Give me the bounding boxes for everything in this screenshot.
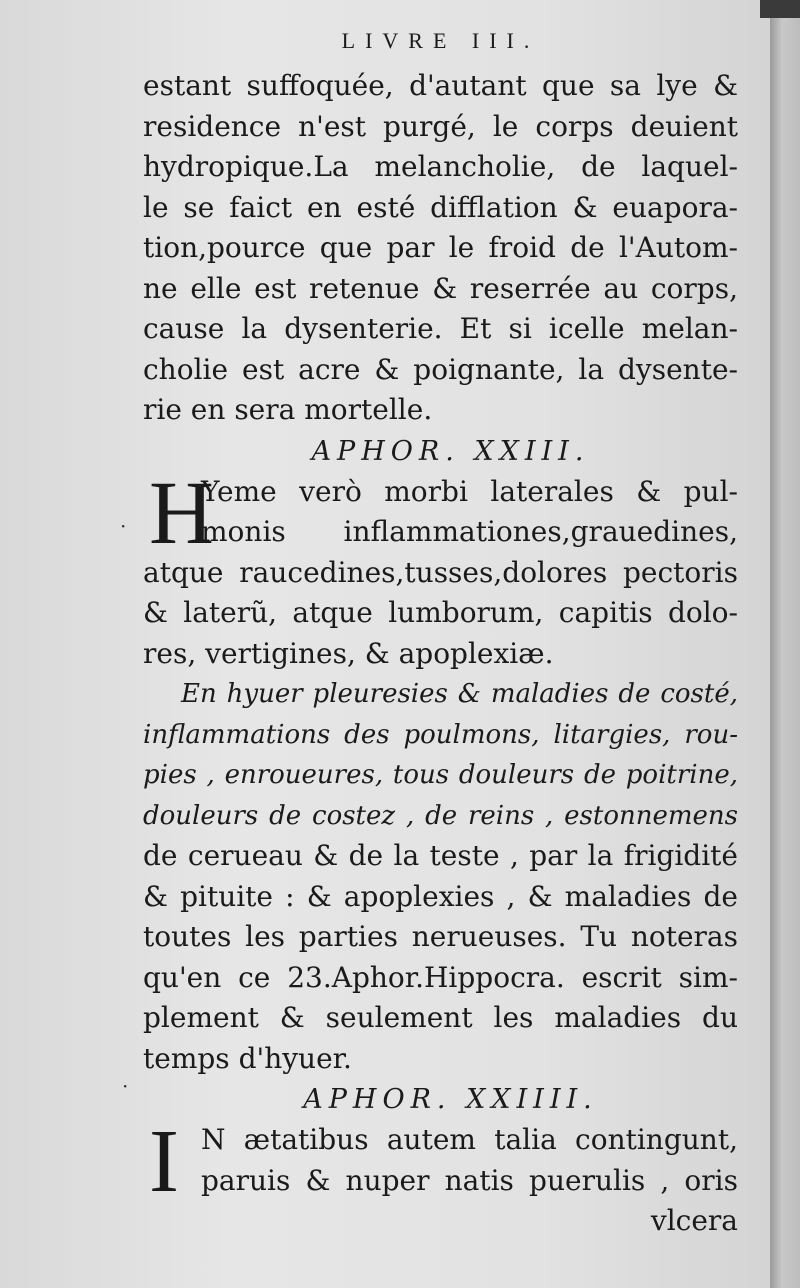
- text-line: & laterũ, atque lumborum, capitis dolo-: [143, 596, 738, 629]
- margin-mark: ·: [120, 514, 127, 538]
- text-line: N ætatibus autem talia contingunt,: [201, 1123, 738, 1156]
- text-line: rie en sera mortelle.: [143, 393, 433, 426]
- aphorism-23-french: [143, 674, 738, 1079]
- text-line: residence n'est purgé, le corps deuient: [143, 109, 738, 143]
- aphorism-24-heading: APHOR. XXIIII.: [303, 1084, 598, 1115]
- text-line: En hyuer pleuresies & maladies de costé,: [181, 679, 738, 709]
- text-line: cause la dysenterie. Et si icelle melan-: [143, 312, 738, 345]
- drop-cap: H: [149, 463, 214, 563]
- aphorism-23-latin: [143, 463, 738, 675]
- running-head: LIVRE III.: [341, 28, 540, 53]
- text-line: le se faict en esté difflation & euapora-: [143, 190, 738, 224]
- drop-cap: I: [149, 1112, 179, 1211]
- text-line: qu'en ce 23.Aphor.Hippocra. escrit sim-: [143, 960, 738, 994]
- margin-mark: ·: [122, 1074, 129, 1098]
- text-line: Yeme verò morbi laterales & pul-: [201, 474, 738, 508]
- text-line: paruis & nuper natis puerulis , oris: [201, 1163, 738, 1197]
- section-continuation: [143, 66, 738, 431]
- text-line: inflammations des poulmons, litargies, rou-: [143, 719, 738, 750]
- page-edge-shadow: [760, 0, 800, 18]
- text-line: & pituite : & apoplexies , & maladies de: [143, 879, 738, 913]
- text-line: pies , enroueures, tous douleurs de poitrine,: [143, 760, 738, 790]
- text-line: ne elle est retenue & reserrée au corps,: [143, 271, 738, 305]
- text-line: res, vertigines, & apoplexiæ.: [143, 636, 554, 670]
- page-text-block: [143, 28, 738, 1242]
- text-line: de cerueau & de la teste , par la frigidité: [143, 839, 738, 872]
- catchword: vlcera: [650, 1204, 738, 1237]
- book-gutter: [770, 0, 800, 1288]
- text-line: estant suffoquée, d'autant que sa lye &: [143, 69, 738, 102]
- text-line: cholie est acre & poignante, la dysente-: [143, 352, 738, 386]
- text-line: tion,pource que par le froid de l'Autom-: [143, 231, 738, 264]
- aphorism-23-heading: APHOR. XXIII.: [311, 435, 590, 467]
- text-line: toutes les parties nerueuses. Tu noteras: [143, 920, 738, 953]
- text-line: hydropique.La melancholie, de laquel-: [143, 150, 738, 183]
- text-line: atque raucedines,tusses,dolores pectoris: [143, 555, 738, 589]
- aphorism-24-latin: [143, 1112, 738, 1211]
- text-line: temps d'hyuer.: [143, 1041, 352, 1075]
- text-line: plement & seulement les maladies du: [143, 1001, 738, 1034]
- text-line: douleurs de costez , de reins , estonnemens: [143, 800, 738, 831]
- text-line: monis inflammationes,grauedines,: [201, 515, 738, 548]
